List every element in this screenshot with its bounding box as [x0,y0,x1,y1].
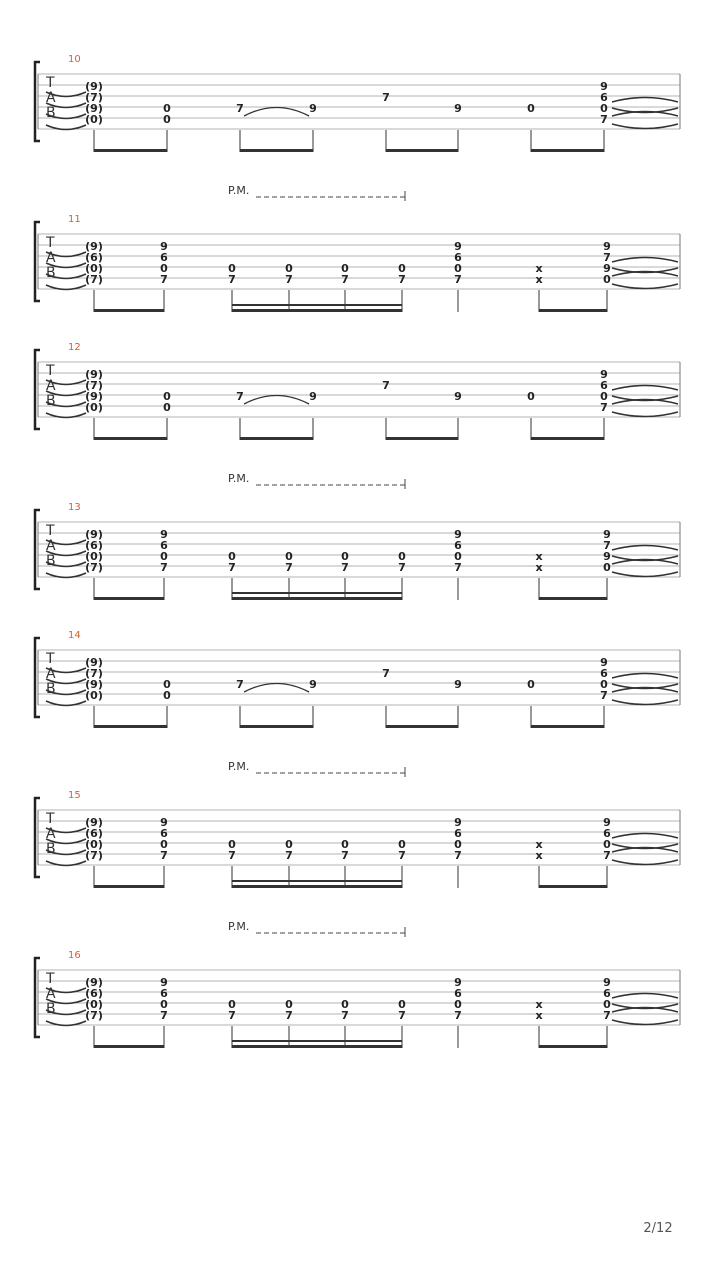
tab-letter: A [46,666,56,682]
beam [232,309,402,312]
fret-number: 0 [228,998,236,1011]
beam [386,149,458,152]
fret-number: 0 [228,838,236,851]
tie-out-curve [612,860,678,865]
tab-letter: T [46,523,55,539]
fret-number: 9 [600,80,608,93]
fret-number: 7 [454,849,462,862]
fret-number: (0) [85,998,103,1011]
fret-number: 9 [160,240,168,253]
fret-number: 6 [454,539,462,552]
fret-number: 7 [454,1009,462,1022]
fret-number: 0 [163,678,171,691]
tie-out-curve [612,1008,678,1013]
beam [531,437,604,440]
tab-letter: B [46,393,56,409]
fret-number: 0 [600,678,608,691]
tab-system [35,184,680,312]
tie-out-curve [612,272,678,277]
measure-number: 15 [68,790,81,801]
tab-letter: A [46,250,56,266]
fret-number: (9) [85,528,103,541]
fret-number: 0 [163,401,171,414]
fret-number: 0 [228,550,236,563]
beam [94,149,167,152]
beam [94,885,164,888]
fret-number: 9 [454,528,462,541]
fret-number: 9 [454,678,462,691]
fret-number: 6 [603,827,611,840]
tab-letter: A [46,90,56,106]
fret-number: 0 [454,998,462,1011]
slur [244,684,309,693]
fret-number: (9) [85,976,103,989]
fret-number: 9 [309,102,317,115]
fret-number: 9 [603,240,611,253]
fret-number: 0 [454,550,462,563]
tab-letter: T [46,75,55,91]
beam [232,592,402,594]
measure-number: 13 [68,502,81,513]
beam [94,597,164,600]
fret-number: 0 [454,838,462,851]
tab-letter: A [46,986,56,1002]
beam [539,1045,607,1048]
tab-letter: T [46,811,55,827]
fret-number: 6 [600,379,608,392]
tie-out-curve [612,98,678,103]
fret-number: (7) [85,561,103,574]
fret-number: 0 [527,390,535,403]
tab-system [35,760,680,888]
fret-number: 9 [454,976,462,989]
tie-out-curve [612,112,678,117]
tie-out-curve [612,994,678,999]
fret-number: (9) [85,80,103,93]
measure-number: 14 [68,630,81,641]
measure-number: 16 [68,950,81,961]
fret-number: 9 [600,368,608,381]
fret-number: 9 [309,390,317,403]
fret-number: 9 [160,976,168,989]
beam [232,880,402,882]
measure-number: 12 [68,342,81,353]
palm-mute-label: P.M. [228,760,250,773]
fret-number: x [535,998,543,1011]
tie-out-curve [612,400,678,405]
tab-letter: B [46,105,56,121]
palm-mute-label: P.M. [228,472,250,485]
fret-number: 7 [160,1009,168,1022]
tab-letter: B [46,681,56,697]
beam [240,149,313,152]
fret-number: (7) [85,849,103,862]
beam [232,1045,402,1048]
beam [232,304,402,306]
fret-number: 9 [603,262,611,275]
fret-number: (0) [85,401,103,414]
fret-number: 9 [160,528,168,541]
fret-number: 6 [454,251,462,264]
tie-out-curve [612,386,678,391]
fret-number: 7 [160,273,168,286]
tie-out-curve [612,546,678,551]
fret-number: x [535,273,543,286]
beam [539,885,607,888]
tie-out-curve [612,848,678,853]
fret-number: 0 [160,838,168,851]
fret-number: (6) [85,251,103,264]
fret-number: 6 [160,987,168,1000]
tie-out-curve [612,560,678,565]
tie-out-curve [612,1020,678,1025]
fret-number: 7 [603,849,611,862]
fret-number: 0 [341,838,349,851]
fret-number: 7 [398,561,406,574]
fret-number: 7 [600,113,608,126]
tab-letter: B [46,553,56,569]
tab-system [35,920,680,1048]
fret-number: (9) [85,656,103,669]
tab-letter: T [46,235,55,251]
fret-number: x [535,1009,543,1022]
fret-number: 0 [228,262,236,275]
fret-number: 7 [398,1009,406,1022]
fret-number: 7 [603,251,611,264]
tie-out-curve [612,834,678,839]
fret-number: (9) [85,816,103,829]
fret-number: (0) [85,550,103,563]
fret-number: 0 [341,998,349,1011]
fret-number: 6 [600,91,608,104]
fret-number: 9 [603,976,611,989]
fret-number: 0 [603,273,611,286]
fret-number: 0 [341,550,349,563]
fret-number: 0 [527,102,535,115]
fret-number: (6) [85,827,103,840]
tie-out-curve [612,674,678,679]
beam [531,725,604,728]
fret-number: 0 [600,390,608,403]
fret-number: 6 [160,251,168,264]
fret-number: 7 [285,561,293,574]
tie-out-curve [612,700,678,705]
fret-number: 7 [398,273,406,286]
fret-number: 7 [236,102,244,115]
fret-number: 6 [160,539,168,552]
tie-out-curve [612,412,678,417]
beam [94,309,164,312]
tab-letter: A [46,538,56,554]
fret-number: x [535,849,543,862]
fret-number: 0 [285,550,293,563]
fret-number: 7 [228,561,236,574]
fret-number: 7 [398,849,406,862]
tab-letter: T [46,971,55,987]
tab-letter: T [46,363,55,379]
tie-out-curve [612,688,678,693]
fret-number: 7 [382,91,390,104]
fret-number: (7) [85,667,103,680]
fret-number: 7 [600,401,608,414]
fret-number: 7 [160,561,168,574]
fret-number: (0) [85,262,103,275]
fret-number: 0 [398,550,406,563]
fret-number: 6 [454,987,462,1000]
fret-number: x [535,550,543,563]
fret-number: 0 [603,838,611,851]
fret-number: 6 [600,667,608,680]
tab-system [35,472,680,600]
beam [531,149,604,152]
fret-number: 0 [285,838,293,851]
fret-number: (6) [85,987,103,1000]
fret-number: 9 [454,102,462,115]
fret-number: 7 [341,273,349,286]
fret-number: (7) [85,273,103,286]
fret-number: 0 [600,102,608,115]
fret-number: 9 [600,656,608,669]
fret-number: (0) [85,113,103,126]
fret-number: 9 [160,816,168,829]
fret-number: x [535,838,543,851]
tab-letter: T [46,651,55,667]
tab-system [35,630,680,728]
fret-number: 7 [236,678,244,691]
slur [244,108,309,117]
tab-letter: A [46,826,56,842]
fret-number: (7) [85,379,103,392]
fret-number: 7 [341,1009,349,1022]
beam [94,1045,164,1048]
fret-number: 7 [228,849,236,862]
tie-out-curve [612,572,678,577]
fret-number: 7 [341,561,349,574]
fret-number: 0 [285,998,293,1011]
fret-number: 0 [160,262,168,275]
beam [94,725,167,728]
fret-number: 9 [454,816,462,829]
beam [232,1040,402,1042]
fret-number: 9 [603,528,611,541]
fret-number: 0 [163,102,171,115]
tab-letter: B [46,841,56,857]
fret-number: (7) [85,1009,103,1022]
tab-letter: B [46,1001,56,1017]
fret-number: 0 [603,561,611,574]
fret-number: 0 [341,262,349,275]
fret-number: 7 [228,1009,236,1022]
fret-number: 9 [454,390,462,403]
tie-out-curve [612,284,678,289]
fret-number: (9) [85,390,103,403]
fret-number: 9 [309,678,317,691]
fret-number: (9) [85,678,103,691]
fret-number: x [535,561,543,574]
beam [386,437,458,440]
fret-number: 0 [285,262,293,275]
beam [539,597,607,600]
fret-number: 7 [603,539,611,552]
fret-number: 7 [285,273,293,286]
fret-number: 6 [603,987,611,1000]
fret-number: 6 [454,827,462,840]
tab-system [35,54,680,152]
fret-number: 0 [163,390,171,403]
fret-number: 9 [603,816,611,829]
page-number: 2/12 [643,1221,673,1236]
measure-number: 11 [68,214,81,225]
fret-number: 7 [160,849,168,862]
fret-number: 7 [228,273,236,286]
fret-number: 7 [600,689,608,702]
slur [244,396,309,405]
fret-number: x [535,262,543,275]
fret-number: 7 [236,390,244,403]
fret-number: 7 [285,1009,293,1022]
fret-number: 0 [527,678,535,691]
beam [94,437,167,440]
fret-number: 0 [454,262,462,275]
fret-number: 0 [160,550,168,563]
fret-number: 9 [603,550,611,563]
fret-number: 0 [398,838,406,851]
fret-number: 6 [160,827,168,840]
tie-out-curve [612,258,678,263]
palm-mute-label: P.M. [228,184,250,197]
beam [386,725,458,728]
beam [232,597,402,600]
fret-number: 7 [454,273,462,286]
fret-number: (9) [85,102,103,115]
fret-number: (6) [85,539,103,552]
fret-number: 7 [382,667,390,680]
fret-number: (9) [85,240,103,253]
tab-letter: A [46,378,56,394]
beam [240,725,313,728]
tie-out-curve [612,124,678,129]
fret-number: 9 [454,240,462,253]
beam [232,885,402,888]
beam [240,437,313,440]
fret-number: 0 [163,689,171,702]
fret-number: 7 [285,849,293,862]
tab-letter: B [46,265,56,281]
palm-mute-label: P.M. [228,920,250,933]
fret-number: 7 [603,1009,611,1022]
fret-number: 0 [398,998,406,1011]
measure-number: 10 [68,54,81,65]
fret-number: 0 [160,998,168,1011]
fret-number: 7 [341,849,349,862]
fret-number: 7 [382,379,390,392]
beam [539,309,607,312]
fret-number: (0) [85,838,103,851]
fret-number: (9) [85,368,103,381]
fret-number: 0 [398,262,406,275]
fret-number: 0 [603,998,611,1011]
tab-system [35,342,680,440]
fret-number: (0) [85,689,103,702]
fret-number: 7 [454,561,462,574]
fret-number: (7) [85,91,103,104]
fret-number: 0 [163,113,171,126]
